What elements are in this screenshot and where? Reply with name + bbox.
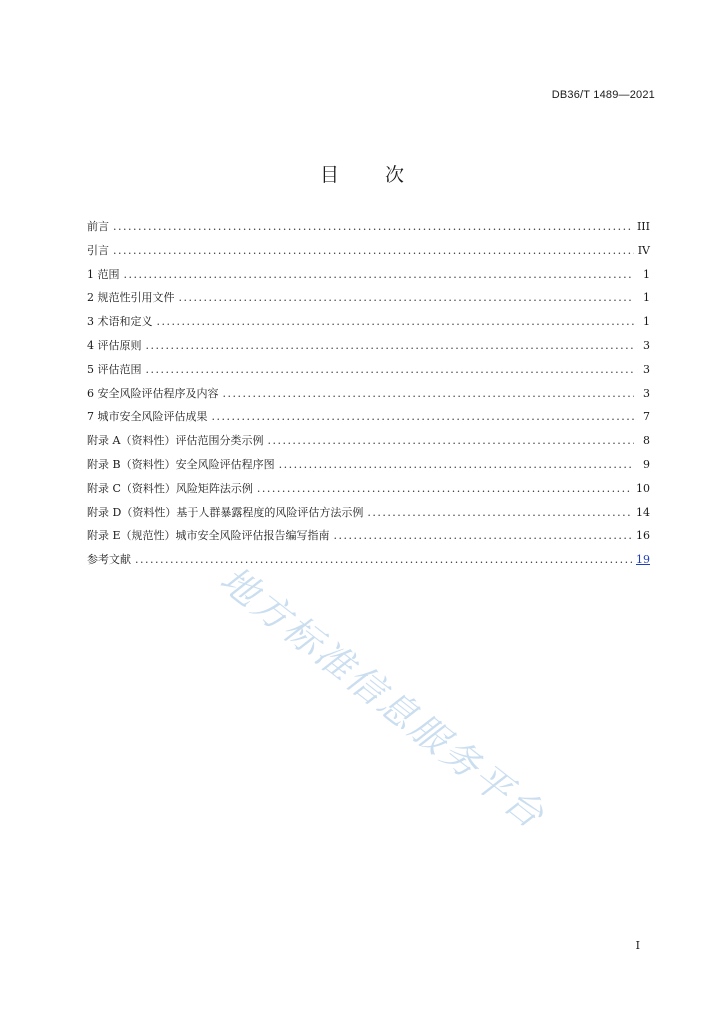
toc-entry-page: III — [636, 220, 650, 233]
document-code: DB36/T 1489—2021 — [551, 89, 655, 101]
toc-entry-page: 8 — [643, 434, 650, 448]
toc-entry-page: 1 — [643, 267, 650, 281]
toc-entry-assessment-procedure[interactable] — [87, 382, 650, 406]
toc-entry-label: 1 范围 — [87, 267, 120, 281]
toc-entry-scope[interactable] — [87, 263, 650, 287]
toc-entry-page: 1 — [643, 291, 650, 305]
toc-entry-page: IV — [637, 243, 650, 257]
dot-leader — [113, 239, 634, 263]
toc-entry-label: 引言 — [87, 243, 109, 257]
toc-entry-introduction[interactable] — [87, 239, 650, 263]
toc-entry-label: 4 评估原则 — [87, 338, 142, 352]
toc-entry-page: 10 — [636, 481, 650, 495]
toc-entry-page: 7 — [643, 410, 650, 424]
toc-entry-assessment-scope[interactable] — [87, 358, 650, 382]
toc-entry-label: 3 术语和定义 — [87, 315, 153, 329]
toc-entry-appendix-d[interactable] — [87, 501, 650, 525]
dot-leader — [179, 286, 635, 310]
toc-entry-label: 6 安全风险评估程序及内容 — [87, 386, 219, 400]
dot-leader — [124, 263, 635, 287]
toc-entry-label: 附录 E（规范性）城市安全风险评估报告编写指南 — [87, 529, 330, 543]
toc-entry-page: 1 — [643, 315, 650, 329]
toc-entry-label: 7 城市安全风险评估成果 — [87, 410, 208, 424]
dot-leader — [223, 382, 635, 406]
watermark: 地方标准信息服务平台 — [212, 557, 554, 838]
toc-entry-label: 附录 A（资料性）评估范围分类示例 — [87, 434, 264, 448]
dot-leader — [146, 358, 635, 382]
dot-leader — [212, 405, 635, 429]
toc-entry-appendix-a[interactable] — [87, 429, 650, 453]
toc-entry-page-link[interactable]: 19 — [636, 553, 650, 567]
dot-leader — [113, 215, 633, 239]
toc-entry-label: 5 评估范围 — [87, 362, 142, 376]
page-number: I — [635, 939, 640, 952]
dot-leader — [367, 501, 632, 525]
toc-title: 目 次 — [319, 164, 425, 186]
dot-leader — [267, 429, 634, 453]
toc-entry-appendix-b[interactable] — [87, 453, 650, 477]
toc-entry-appendix-c[interactable] — [87, 477, 650, 501]
dot-leader — [334, 524, 632, 548]
toc-entry-page: 9 — [643, 457, 650, 471]
dot-leader — [146, 334, 635, 358]
dot-leader — [257, 477, 632, 501]
toc-entry-page: 3 — [643, 386, 650, 400]
toc-entry-page: 3 — [643, 362, 650, 376]
toc-entry-label: 前言 — [87, 220, 109, 233]
toc-entry-bibliography[interactable] — [87, 548, 650, 572]
toc-entry-normative-references[interactable] — [87, 286, 650, 310]
toc-entry-appendix-e[interactable] — [87, 524, 650, 548]
toc-entry-label: 附录 C（资料性）风险矩阵法示例 — [87, 481, 253, 495]
toc-entry-label: 附录 D（资料性）基于人群暴露程度的风险评估方法示例 — [87, 505, 364, 519]
dot-leader — [135, 548, 632, 572]
toc-entry-assessment-principles[interactable] — [87, 334, 650, 358]
toc-entry-label: 2 规范性引用文件 — [87, 291, 175, 305]
toc-entry-foreword[interactable] — [87, 215, 650, 239]
toc-entry-label: 附录 B（资料性）安全风险评估程序图 — [87, 457, 275, 471]
dot-leader — [279, 453, 634, 477]
toc-entry-assessment-results[interactable] — [87, 405, 650, 429]
toc-entry-terms-definitions[interactable] — [87, 310, 650, 334]
toc-entry-page: 14 — [636, 505, 650, 519]
toc-entry-label: 参考文献 — [87, 553, 131, 567]
table-of-contents — [87, 215, 650, 572]
toc-entry-page: 16 — [636, 529, 650, 543]
dot-leader — [157, 310, 635, 334]
toc-entry-page: 3 — [643, 338, 650, 352]
